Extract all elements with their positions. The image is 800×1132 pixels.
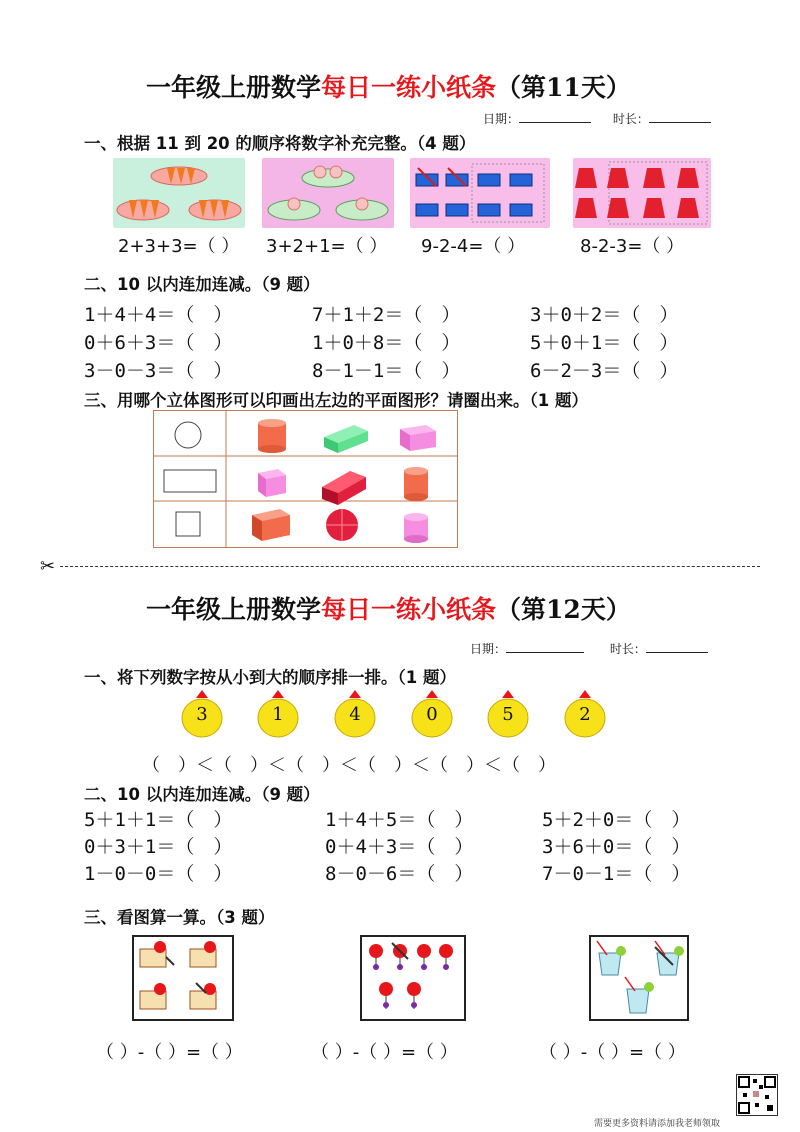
sheet1-q2-r1c3: 3＋0＋2＝（ ） [530, 304, 679, 326]
sheet2-q2-r3c3: 7－0－1＝（ ） [542, 863, 691, 885]
sheet1-q2-r1c2: 7＋1＋2＝（ ） [312, 304, 461, 326]
dresses-picture [573, 158, 711, 228]
sheet1-q1-equation-3: 9-2-4=（ ） [421, 236, 526, 257]
flat-circle-icon [175, 422, 201, 448]
carrot-plates-picture [113, 158, 245, 228]
sheet2-q2-r3c2: 8－0－6＝（ ） [325, 863, 474, 885]
sheet2-title-red: 每日一练小纸条 [321, 595, 497, 624]
cake-icon [134, 937, 232, 1019]
drinks-icon [591, 937, 687, 1019]
sheet2-q2-label: 二、10 以内连加连减。（9 题） [84, 785, 320, 804]
sheet1-meta [483, 110, 711, 127]
sheet2-q3-answer-2: （ ）-（ ）=（ ） [311, 1042, 458, 1063]
sheet1-title-red: 每日一练小纸条 [321, 73, 497, 102]
sheet2-q2-r1c1: 5＋1＋1＝（ ） [84, 809, 233, 831]
chick-shapes [180, 690, 640, 738]
sheet2-date-label: 日期： [470, 642, 507, 656]
sheet2-q3-label: 三、看图算一算。（3 题） [84, 908, 275, 927]
sheet2-title [146, 590, 631, 626]
shape-table-grid [154, 411, 457, 547]
crimson-sphere-icon [326, 509, 358, 541]
sheet1-date-field[interactable] [519, 110, 591, 123]
sheet1-q2-r3c3: 6－2－3＝（ ） [530, 360, 679, 382]
pink-cube-icon [258, 469, 286, 497]
sheet1-q2-r2c2: 1＋0＋8＝（ ） [312, 332, 461, 354]
chick-2-number: 1 [272, 704, 284, 725]
peach-plates-picture [262, 158, 394, 228]
sheet1-date-label: 日期： [483, 112, 520, 126]
sheet1-q2-r3c2: 8－1－1＝（ ） [312, 360, 461, 382]
sheet1-q1-equation-4: 8-2-3=（ ） [580, 236, 685, 257]
sheet1-q2-r2c1: 0＋6＋3＝（ ） [84, 332, 233, 354]
sheet2-duration-field[interactable] [646, 640, 708, 653]
sheet1-duration-field[interactable] [649, 110, 711, 123]
sheet1-q2-r2c3: 5＋0＋1＝（ ） [530, 332, 679, 354]
shape-table [153, 410, 458, 548]
sheet1-q1-equation-2: 3+2+1=（ ） [266, 236, 388, 257]
sheet2-q2-r1c3: 5＋2＋0＝（ ） [542, 809, 691, 831]
pink-cuboid-icon [400, 425, 436, 451]
sheet1-q2-r1c1: 1＋4＋4＝（ ） [84, 304, 233, 326]
sheet2-duration-label: 时长： [609, 642, 646, 656]
carrot-plates-icon [113, 158, 245, 228]
chick-4-number: 0 [426, 704, 438, 725]
sheet2-q2-r1c2: 1＋4＋5＝（ ） [325, 809, 474, 831]
sheet2-q2-r2c3: 3＋6＋0＝（ ） [542, 836, 691, 858]
sheet2-title-day: （第12天） [496, 595, 631, 624]
sheet2-q3-answer-1: （ ）-（ ）=（ ） [96, 1042, 243, 1063]
chick-1-number: 3 [196, 704, 208, 725]
sheet2-q2-r2c2: 0＋4＋3＝（ ） [325, 836, 474, 858]
sheet2-q2-r3c1: 1－0－0＝（ ） [84, 863, 233, 885]
order-line: （ ）＜（ ）＜（ ）＜（ ）＜（ ）＜（ ） [142, 755, 556, 776]
sheet1-q1-equation-1: 2+3+3=（ ） [118, 236, 240, 257]
drinks-box [589, 935, 689, 1021]
sheet1-q1-label: 一、根据 11 到 20 的顺序将数字补充完整。（4 题） [84, 134, 476, 153]
orange-cylinder-icon [258, 419, 286, 453]
sheet2-q2-r2c1: 0＋3＋1＝（ ） [84, 836, 233, 858]
sheet2-meta [470, 640, 708, 657]
flat-square-icon [176, 512, 200, 536]
footer-note: 需要更多资料请添加我老师领取 [594, 1119, 721, 1129]
cake-box [132, 935, 234, 1021]
pink-cylinder-icon [404, 513, 428, 543]
sheet1-title [146, 68, 631, 104]
sheet2-q1-label: 一、将下列数字按从小到大的顺序排一排。（1 题） [84, 668, 456, 687]
dresses-icon [573, 158, 711, 228]
books-icon [410, 158, 550, 228]
sheet2-date-field[interactable] [506, 640, 584, 653]
sheet1-duration-label: 时长： [612, 112, 649, 126]
sheet2-title-main: 一年级上册数学 [146, 595, 322, 624]
cut-line [60, 566, 760, 567]
chick-3-number: 4 [349, 704, 361, 725]
sheet1-title-main: 一年级上册数学 [146, 73, 322, 102]
sheet1-title-day: （第11天） [496, 73, 631, 102]
chick-5-number: 5 [502, 704, 514, 725]
qr-code-icon [736, 1074, 778, 1116]
orange-cylinder-2-icon [404, 467, 428, 501]
lollipop-icon [362, 937, 464, 1019]
green-prism-icon [324, 425, 368, 453]
sheet2-q3-answer-3: （ ）-（ ）=（ ） [539, 1042, 686, 1063]
sheet1-q3-label: 三、用哪个立体图形可以印画出左边的平面图形？请圈出来。（1 题） [84, 391, 588, 410]
sheet1-q2-label: 二、10 以内连加连减。（9 题） [84, 275, 320, 294]
books-picture [410, 158, 550, 228]
sheet1-q2-r3c1: 3－0－3＝（ ） [84, 360, 233, 382]
chick-row [180, 690, 640, 738]
orange-cube-icon [252, 509, 290, 541]
flat-rectangle-icon [164, 470, 216, 492]
crimson-prism-icon [322, 471, 366, 505]
scissors-icon: ✂ [40, 556, 56, 577]
peach-plates-icon [262, 158, 394, 228]
chick-6-number: 2 [579, 704, 591, 725]
lollipop-box [360, 935, 466, 1021]
